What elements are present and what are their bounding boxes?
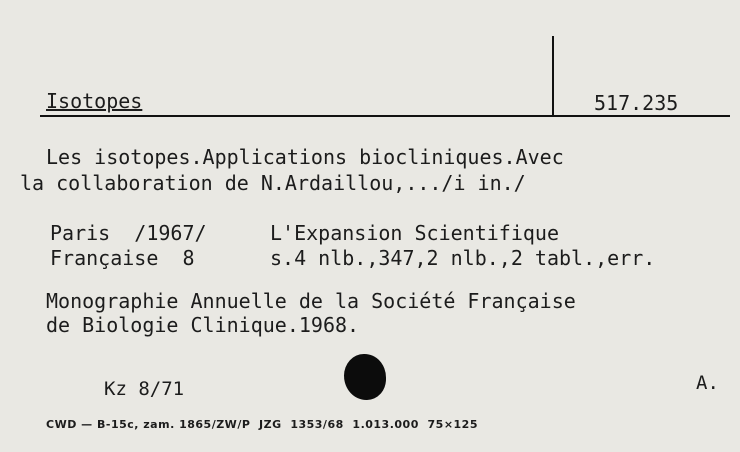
series-line-1: Monographie Annuelle de la Société Française (46, 289, 576, 313)
publisher-line-1: L'Expansion Scientifique (270, 221, 559, 245)
publisher-line-2: s.4 nlb.,347,2 nlb.,2 tabl.,err. (270, 246, 656, 270)
place-line-1: Paris /1967/ (50, 221, 207, 245)
title-line-1: Les isotopes.Applications biocliniques.Avec (46, 145, 564, 169)
title-line-2: la collaboration de N.Ardaillou,.../i in./ (20, 171, 526, 195)
call-number: 517.235 (594, 91, 679, 115)
card-letter: A. (696, 372, 719, 394)
series-line-2: de Biologie Clinique.1968. (46, 313, 360, 337)
shelfmark: Kz 8/71 (104, 378, 185, 400)
vertical-rule (552, 36, 554, 116)
heading-rule (40, 115, 730, 117)
printer-footer: CWD — B-15c, zam. 1865/ZW/P JZG 1353/68 1.013.000 75×125 (46, 418, 478, 431)
ink-blot (344, 354, 386, 400)
place-line-2: Française 8 (50, 246, 195, 270)
subject-heading: Isotopes (46, 89, 143, 113)
